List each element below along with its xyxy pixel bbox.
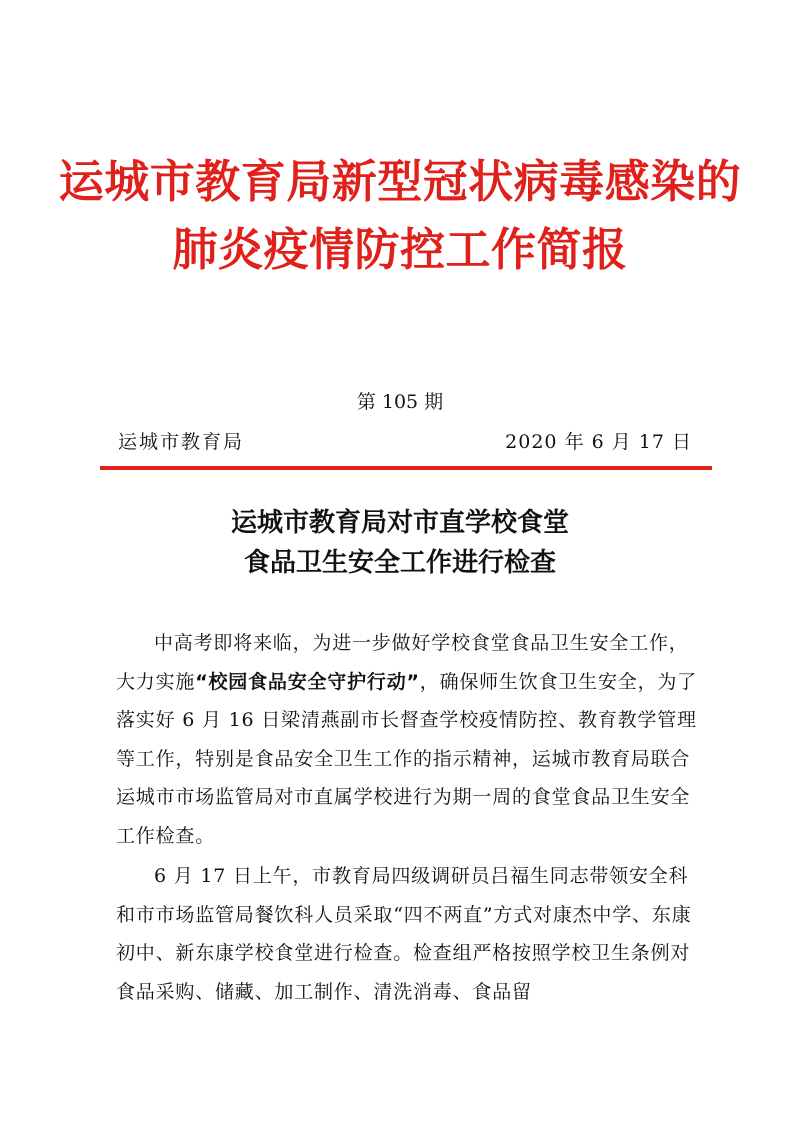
article-title-line-1: 运城市教育局对市直学校食堂	[230, 508, 569, 538]
red-divider	[100, 466, 712, 470]
masthead-line-2: 肺炎疫情防控工作简报	[172, 223, 628, 276]
issue-date: 2020 年 6 月 17 日	[505, 431, 692, 453]
article-title-line-2: 食品卫生安全工作进行检查	[243, 548, 556, 578]
masthead-line-1: 运城市教育局新型冠状病毒感染的	[58, 155, 742, 208]
issuer: 运城市教育局	[118, 431, 245, 453]
paragraph-2: 6 月 17 日上午，市教育局四级调研员吕福生同志带领安全科和市市场监管局餐饮科人员采取“四不两直”方式对康杰中学、东康初中、新东康学校食堂进行检查。检查组严格按照学校卫生条例对食品采购、储藏、加工制作、清洗消毒、食品留	[116, 865, 692, 1003]
article-body	[116, 624, 702, 1013]
campaign-name: “校园食品安全守护行动”	[195, 670, 420, 693]
article-title	[0, 503, 800, 583]
bulletin-masthead	[0, 148, 800, 284]
paragraph-1	[116, 624, 702, 855]
paragraph-1-rest: ，确保师生饮食卫生安全，为了落实好 6 月 16 日梁清燕副市长督查学校疫情防控、教育教学管理等工作，特别是食品安全卫生工作的指示精神，运城市教育局联合运城市市场监管局对市直属学校进行为期一周的食堂食品卫生安全工作检查。	[116, 670, 697, 847]
issue-number: 第 105 期	[356, 391, 444, 413]
paragraph-1-lead: 中高考即将来临，为进一步做好学校食堂食品卫生安全工作，大力实施	[116, 632, 689, 693]
